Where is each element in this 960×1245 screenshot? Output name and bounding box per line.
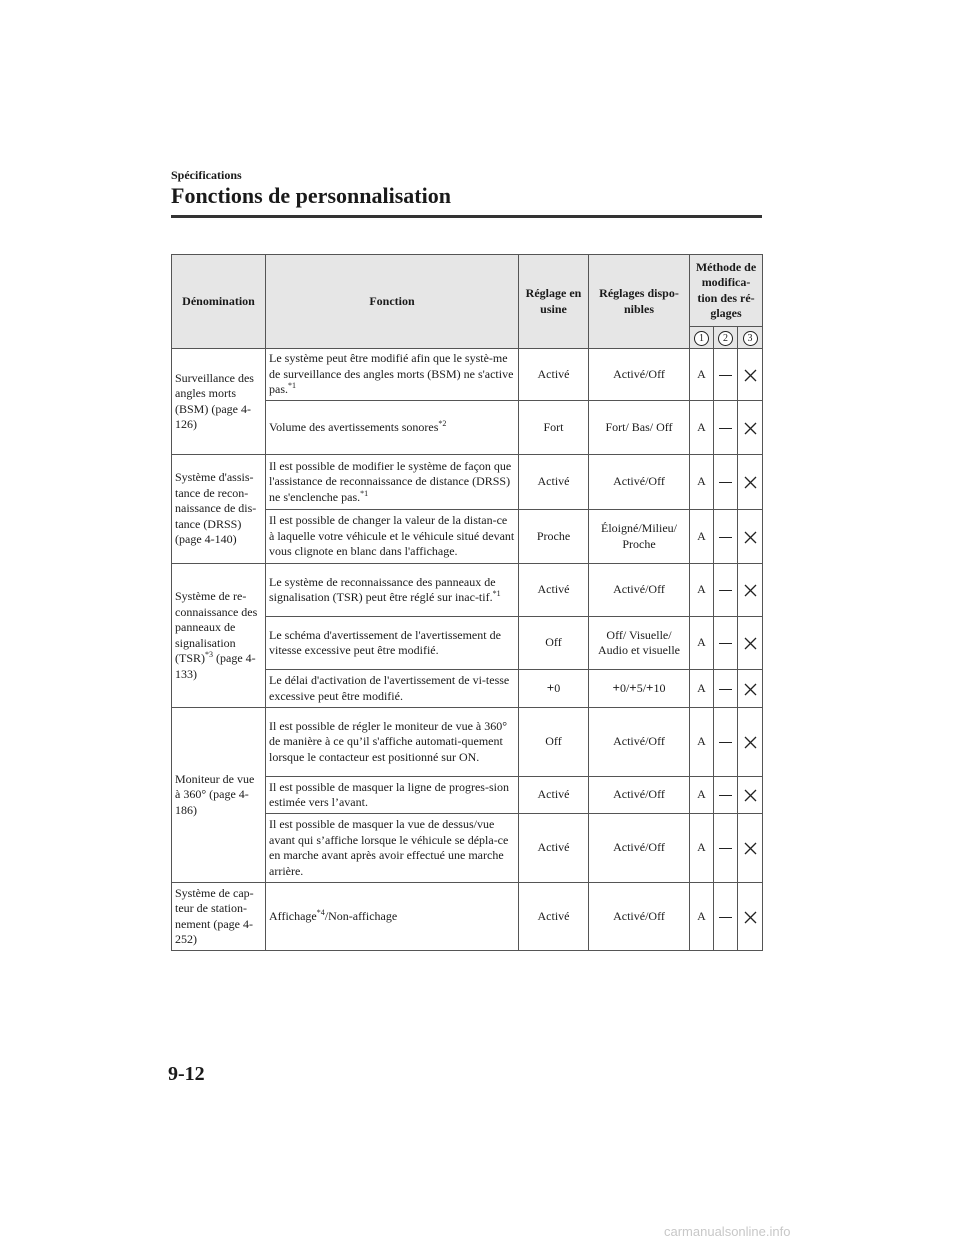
dash-icon <box>719 643 732 644</box>
available-cell: Activé/Off <box>589 349 690 401</box>
dash-icon <box>719 742 732 743</box>
method-2-cell <box>714 564 738 617</box>
method-3-cell <box>738 455 763 510</box>
function-cell: Il est possible de masquer la vue de dessus/vue avant qui s’affiche lorsque le véhicule se dépla-ce en marche avant après avoir effectué une marche arrière. <box>266 814 519 883</box>
title-rule <box>171 215 762 218</box>
circled-two-icon: 2 <box>718 331 733 346</box>
dash-icon <box>719 795 732 796</box>
cross-icon <box>744 531 757 544</box>
method-2-cell <box>714 617 738 670</box>
dash-icon <box>719 375 732 376</box>
header-factory-setting: Réglage en usine <box>519 255 589 349</box>
plus-icon: + <box>612 680 620 696</box>
factory-cell: +0 <box>519 670 589 708</box>
method-2-cell <box>714 510 738 564</box>
page-number: 9-12 <box>168 1063 205 1085</box>
cross-icon <box>744 736 757 749</box>
method-3-cell <box>738 670 763 708</box>
method-3-cell <box>738 814 763 883</box>
dash-icon <box>719 482 732 483</box>
plus-icon: + <box>646 680 654 696</box>
dash-icon <box>719 428 732 429</box>
function-cell: Il est possible de changer la valeur de la distan-ce à laquelle votre véhicule et le véhicule situé devant vous clignote en blanc dans l'affichage. <box>266 510 519 564</box>
method-2-cell <box>714 814 738 883</box>
method-3-cell <box>738 564 763 617</box>
function-cell: Il est possible de masquer la ligne de progres-sion estimée vers l’avant. <box>266 777 519 814</box>
factory-cell: Activé <box>519 814 589 883</box>
available-cell: Fort/ Bas/ Off <box>589 401 690 455</box>
factory-cell: Activé <box>519 777 589 814</box>
method-1-cell: A <box>690 814 714 883</box>
cross-icon <box>744 476 757 489</box>
plus-icon: + <box>546 680 555 696</box>
function-cell: Il est possible de régler le moniteur de vue à 360° de manière à ce qu’il s'affiche automati-quement lorsque le contacteur est positionné sur ON. <box>266 708 519 777</box>
method-1-cell: A <box>690 883 714 951</box>
method-3-cell <box>738 777 763 814</box>
method-3-cell <box>738 510 763 564</box>
header-name: Dénomination <box>172 255 266 349</box>
method-3-cell <box>738 883 763 951</box>
method-1-cell: A <box>690 349 714 401</box>
available-cell: Activé/Off <box>589 883 690 951</box>
method-2-cell <box>714 883 738 951</box>
function-cell: Il est possible de modifier le système de façon que l'assistance de reconnaissance de distance (DRSS) ne s'enclenche pas.$^{*1}$ <box>266 455 519 510</box>
factory-cell: Activé <box>519 883 589 951</box>
cross-icon <box>744 842 757 855</box>
available-cell: Activé/Off <box>589 564 690 617</box>
feature-name-tsr: Système de re-connaissance des panneaux de signalisation (TSR)$^{*3}$ (page 4-133) <box>172 564 266 708</box>
cross-icon <box>744 683 757 696</box>
customization-table <box>171 254 763 951</box>
feature-name-parking-sensor: Système de cap-teur de station-nement (page 4-252) <box>172 883 266 951</box>
factory-cell: Off <box>519 708 589 777</box>
cross-icon <box>744 789 757 802</box>
method-2-cell <box>714 455 738 510</box>
method-1-cell: A <box>690 564 714 617</box>
method-2-cell <box>714 777 738 814</box>
method-3-cell <box>738 401 763 455</box>
cross-icon <box>744 422 757 435</box>
method-3-cell <box>738 349 763 401</box>
method-2-cell <box>714 708 738 777</box>
function-cell: Le délai d'activation de l'avertissement de vi-tesse excessive peut être modifié. <box>266 670 519 708</box>
header-function: Fonction <box>266 255 519 349</box>
section-label: Spécifications <box>171 168 242 182</box>
header-available-settings: Réglages dispo-nibles <box>589 255 690 349</box>
factory-cell: Activé <box>519 455 589 510</box>
header-method-3 <box>738 327 763 349</box>
dash-icon <box>719 848 732 849</box>
header-change-method: Méthode de modifica-tion des ré-glages <box>690 255 763 327</box>
page-title: Fonctions de personnalisation <box>171 183 451 208</box>
method-3-cell <box>738 708 763 777</box>
dash-icon <box>719 537 732 538</box>
function-cell: Le système peut être modifié afin que le systè-me de surveillance des angles morts (BSM) ne s'active pas.$^{*1}$ <box>266 349 519 401</box>
function-cell: Volume des avertissements sonores$^{*2}$ <box>266 401 519 455</box>
factory-cell: Activé <box>519 564 589 617</box>
method-1-cell: A <box>690 401 714 455</box>
factory-cell: Activé <box>519 349 589 401</box>
method-1-cell: A <box>690 617 714 670</box>
feature-name-bsm: Surveillance des angles morts (BSM) (page 4-126) <box>172 349 266 455</box>
available-cell: Off/ Visuelle/ Audio et visuelle <box>589 617 690 670</box>
available-cell: Activé/Off <box>589 455 690 510</box>
factory-cell: Proche <box>519 510 589 564</box>
method-1-cell: A <box>690 708 714 777</box>
available-cell: Éloigné/Milieu/ Proche <box>589 510 690 564</box>
method-3-cell <box>738 617 763 670</box>
dash-icon <box>719 590 732 591</box>
function-cell: Affichage$^{*4}$/Non-affichage <box>266 883 519 951</box>
available-cell: Activé/Off <box>589 814 690 883</box>
method-1-cell: A <box>690 510 714 564</box>
circled-three-icon: 3 <box>743 331 758 346</box>
method-2-cell <box>714 349 738 401</box>
plus-icon: + <box>629 680 637 696</box>
factory-cell: Off <box>519 617 589 670</box>
cross-icon <box>744 584 757 597</box>
function-cell: Le schéma d'avertissement de l'avertissement de vitesse excessive peut être modifié. <box>266 617 519 670</box>
method-2-cell <box>714 401 738 455</box>
cross-icon <box>744 369 757 382</box>
feature-name-drss: Système d'assis-tance de recon-naissance de dis-tance (DRSS) (page 4-140) <box>172 455 266 564</box>
dash-icon <box>719 689 732 690</box>
method-1-cell: A <box>690 670 714 708</box>
available-cell: Activé/Off <box>589 777 690 814</box>
cross-icon <box>744 637 757 650</box>
cross-icon <box>744 911 757 924</box>
feature-name-360-monitor: Moniteur de vue à 360° (page 4-186) <box>172 708 266 883</box>
watermark: carmanualsonline.info <box>664 1224 791 1239</box>
method-2-cell <box>714 670 738 708</box>
available-cell: Activé/Off <box>589 708 690 777</box>
header-method-1 <box>690 327 714 349</box>
function-cell: Le système de reconnaissance des panneaux de signalisation (TSR) peut être réglé sur inac-tif.$^{*1}$ <box>266 564 519 617</box>
dash-icon <box>719 917 732 918</box>
available-cell: +0/+5/+10 <box>589 670 690 708</box>
factory-cell: Fort <box>519 401 589 455</box>
circled-one-icon: 1 <box>694 331 709 346</box>
method-1-cell: A <box>690 455 714 510</box>
header-method-2 <box>714 327 738 349</box>
method-1-cell: A <box>690 777 714 814</box>
